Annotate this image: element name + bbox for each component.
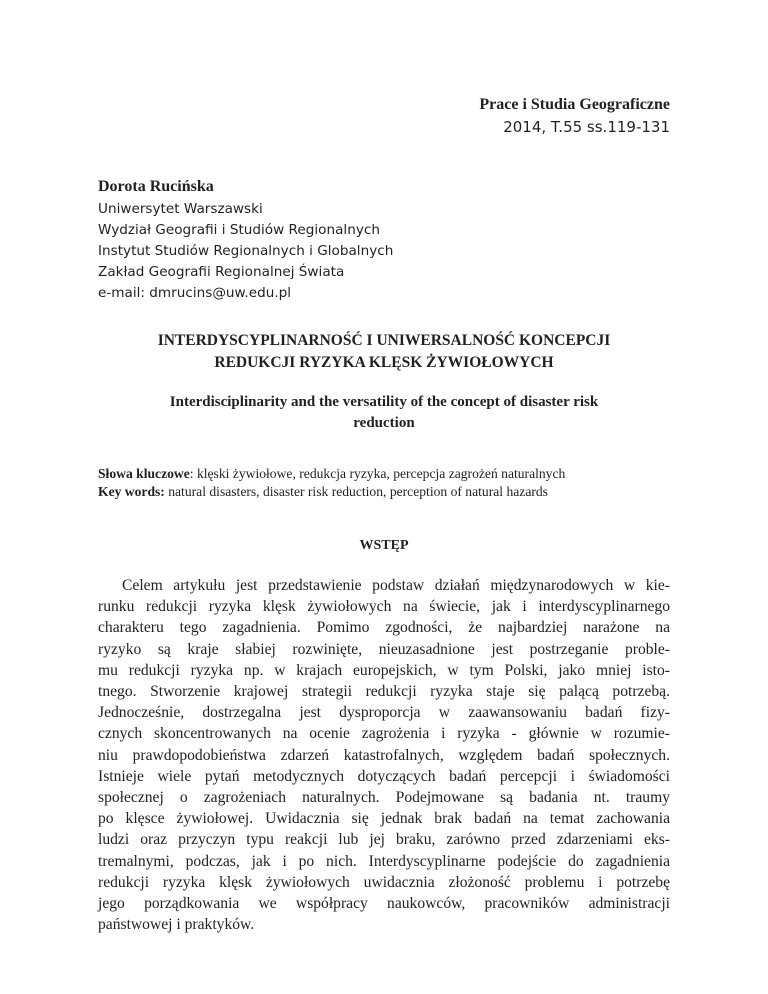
paragraph-line: społecznej o zagrożeniach naturalnych. Podejmowane są badania nt. traumy — [98, 789, 670, 807]
keywords-pl-text: : klęski żywiołowe, redukcja ryzyka, percepcja zagrożeń naturalnych — [189, 466, 566, 481]
paragraph-line: niu prawdopodobieństwa zdarzeń katastrofalnych, względem badań społecznych. — [98, 746, 670, 764]
journal-volume: 2014, T.55 ss.119-131 — [503, 118, 670, 136]
paragraph-line: runku redukcji ryzyka klęsk żywiołowych na świecie, jak i interdyscyplinarnego — [98, 598, 670, 616]
paragraph-line: Istnieje wiele pytań metodycznych dotyczących badań percepcji i świadomości — [98, 767, 670, 785]
paragraph-line: redukcji ryzyka klęsk żywiołowych uwidacznia złożoność problemu i potrzebę — [98, 873, 670, 891]
paragraph-line: tremalnymi, podczas, jak i po nich. Interdyscyplinarne podejście do zagadnienia — [98, 852, 670, 870]
affiliation-university: Uniwersytet Warszawski — [98, 201, 263, 217]
introduction-paragraph — [98, 575, 670, 935]
section-heading: WSTĘP — [359, 538, 409, 553]
affiliation-department: Zakład Geografii Regionalnej Świata — [98, 264, 345, 280]
keywords-en-label: Key words: — [98, 484, 165, 499]
author-block — [98, 176, 393, 304]
paragraph-line: ludzi oraz przyczyn typu reakcji lub jej braku, zarówno przed zdarzeniami eks- — [98, 831, 670, 849]
keywords-en-text: natural disasters, disaster risk reduction, perception of natural hazards — [164, 484, 548, 499]
title-pl-line: INTERDYSCYPLINARNOŚĆ I UNIWERSALNOŚĆ KONCEPCJI — [157, 332, 611, 349]
paragraph-line: charakteru tego zagadnienia. Pomimo zgodności, że najbardziej narażone na — [98, 619, 670, 637]
title-en-line: reduction — [353, 415, 415, 431]
keywords-polish — [98, 465, 670, 483]
author-name: Dorota Rucińska — [98, 178, 214, 195]
paragraph-line: jego porządkowania we współpracy naukowców, pracowników administracji — [98, 895, 670, 913]
paragraph-line: po klęsce żywiołowej. Uwidacznia się jednak brak badań na temat zachowania — [98, 810, 670, 828]
paper-title-english — [98, 392, 670, 434]
title-pl-line: REDUKCJI RYZYKA KLĘSK ŻYWIOŁOWYCH — [214, 354, 554, 371]
paragraph-line: tnego. Stworzenie krajowej strategii redukcji ryzyka staje się palącą potrzebą. — [98, 683, 670, 701]
paragraph-line: cznych skoncentrowanych na ocenie zagrożenia i ryzyka - głównie w rozumie- — [98, 725, 670, 743]
author-email: e-mail: dmrucins@uw.edu.pl — [98, 285, 292, 301]
title-en-line: Interdisciplinarity and the versatility of the concept of disaster risk — [169, 394, 599, 410]
journal-name: Prace i Studia Geograficzne — [479, 96, 670, 113]
keywords-english — [98, 483, 670, 501]
paragraph-line: mu redukcji ryzyka np. w krajach europejskich, w tym Polski, jako mniej isto- — [98, 661, 670, 679]
keywords-pl-label: Słowa kluczowe — [98, 466, 190, 481]
paragraph-line: Jednocześnie, dostrzegalna jest dysproporcja w zaawansowaniu badań fizy- — [98, 704, 670, 722]
paragraph-line: ryzyko są kraje słabiej rozwinięte, nieuzasadnione jest postrzeganie proble- — [98, 640, 670, 658]
paper-title-polish — [98, 330, 670, 374]
affiliation-institute: Instytut Studiów Regionalnych i Globalnych — [98, 243, 394, 259]
paragraph-line: Celem artykułu jest przedstawienie podstaw działań międzynarodowych w kie- — [122, 577, 670, 594]
paragraph-line: państwowej i praktyków. — [98, 916, 255, 934]
affiliation-faculty: Wydział Geografii i Studiów Regionalnych — [98, 222, 380, 238]
journal-header — [479, 94, 670, 139]
keywords-block — [98, 465, 670, 501]
